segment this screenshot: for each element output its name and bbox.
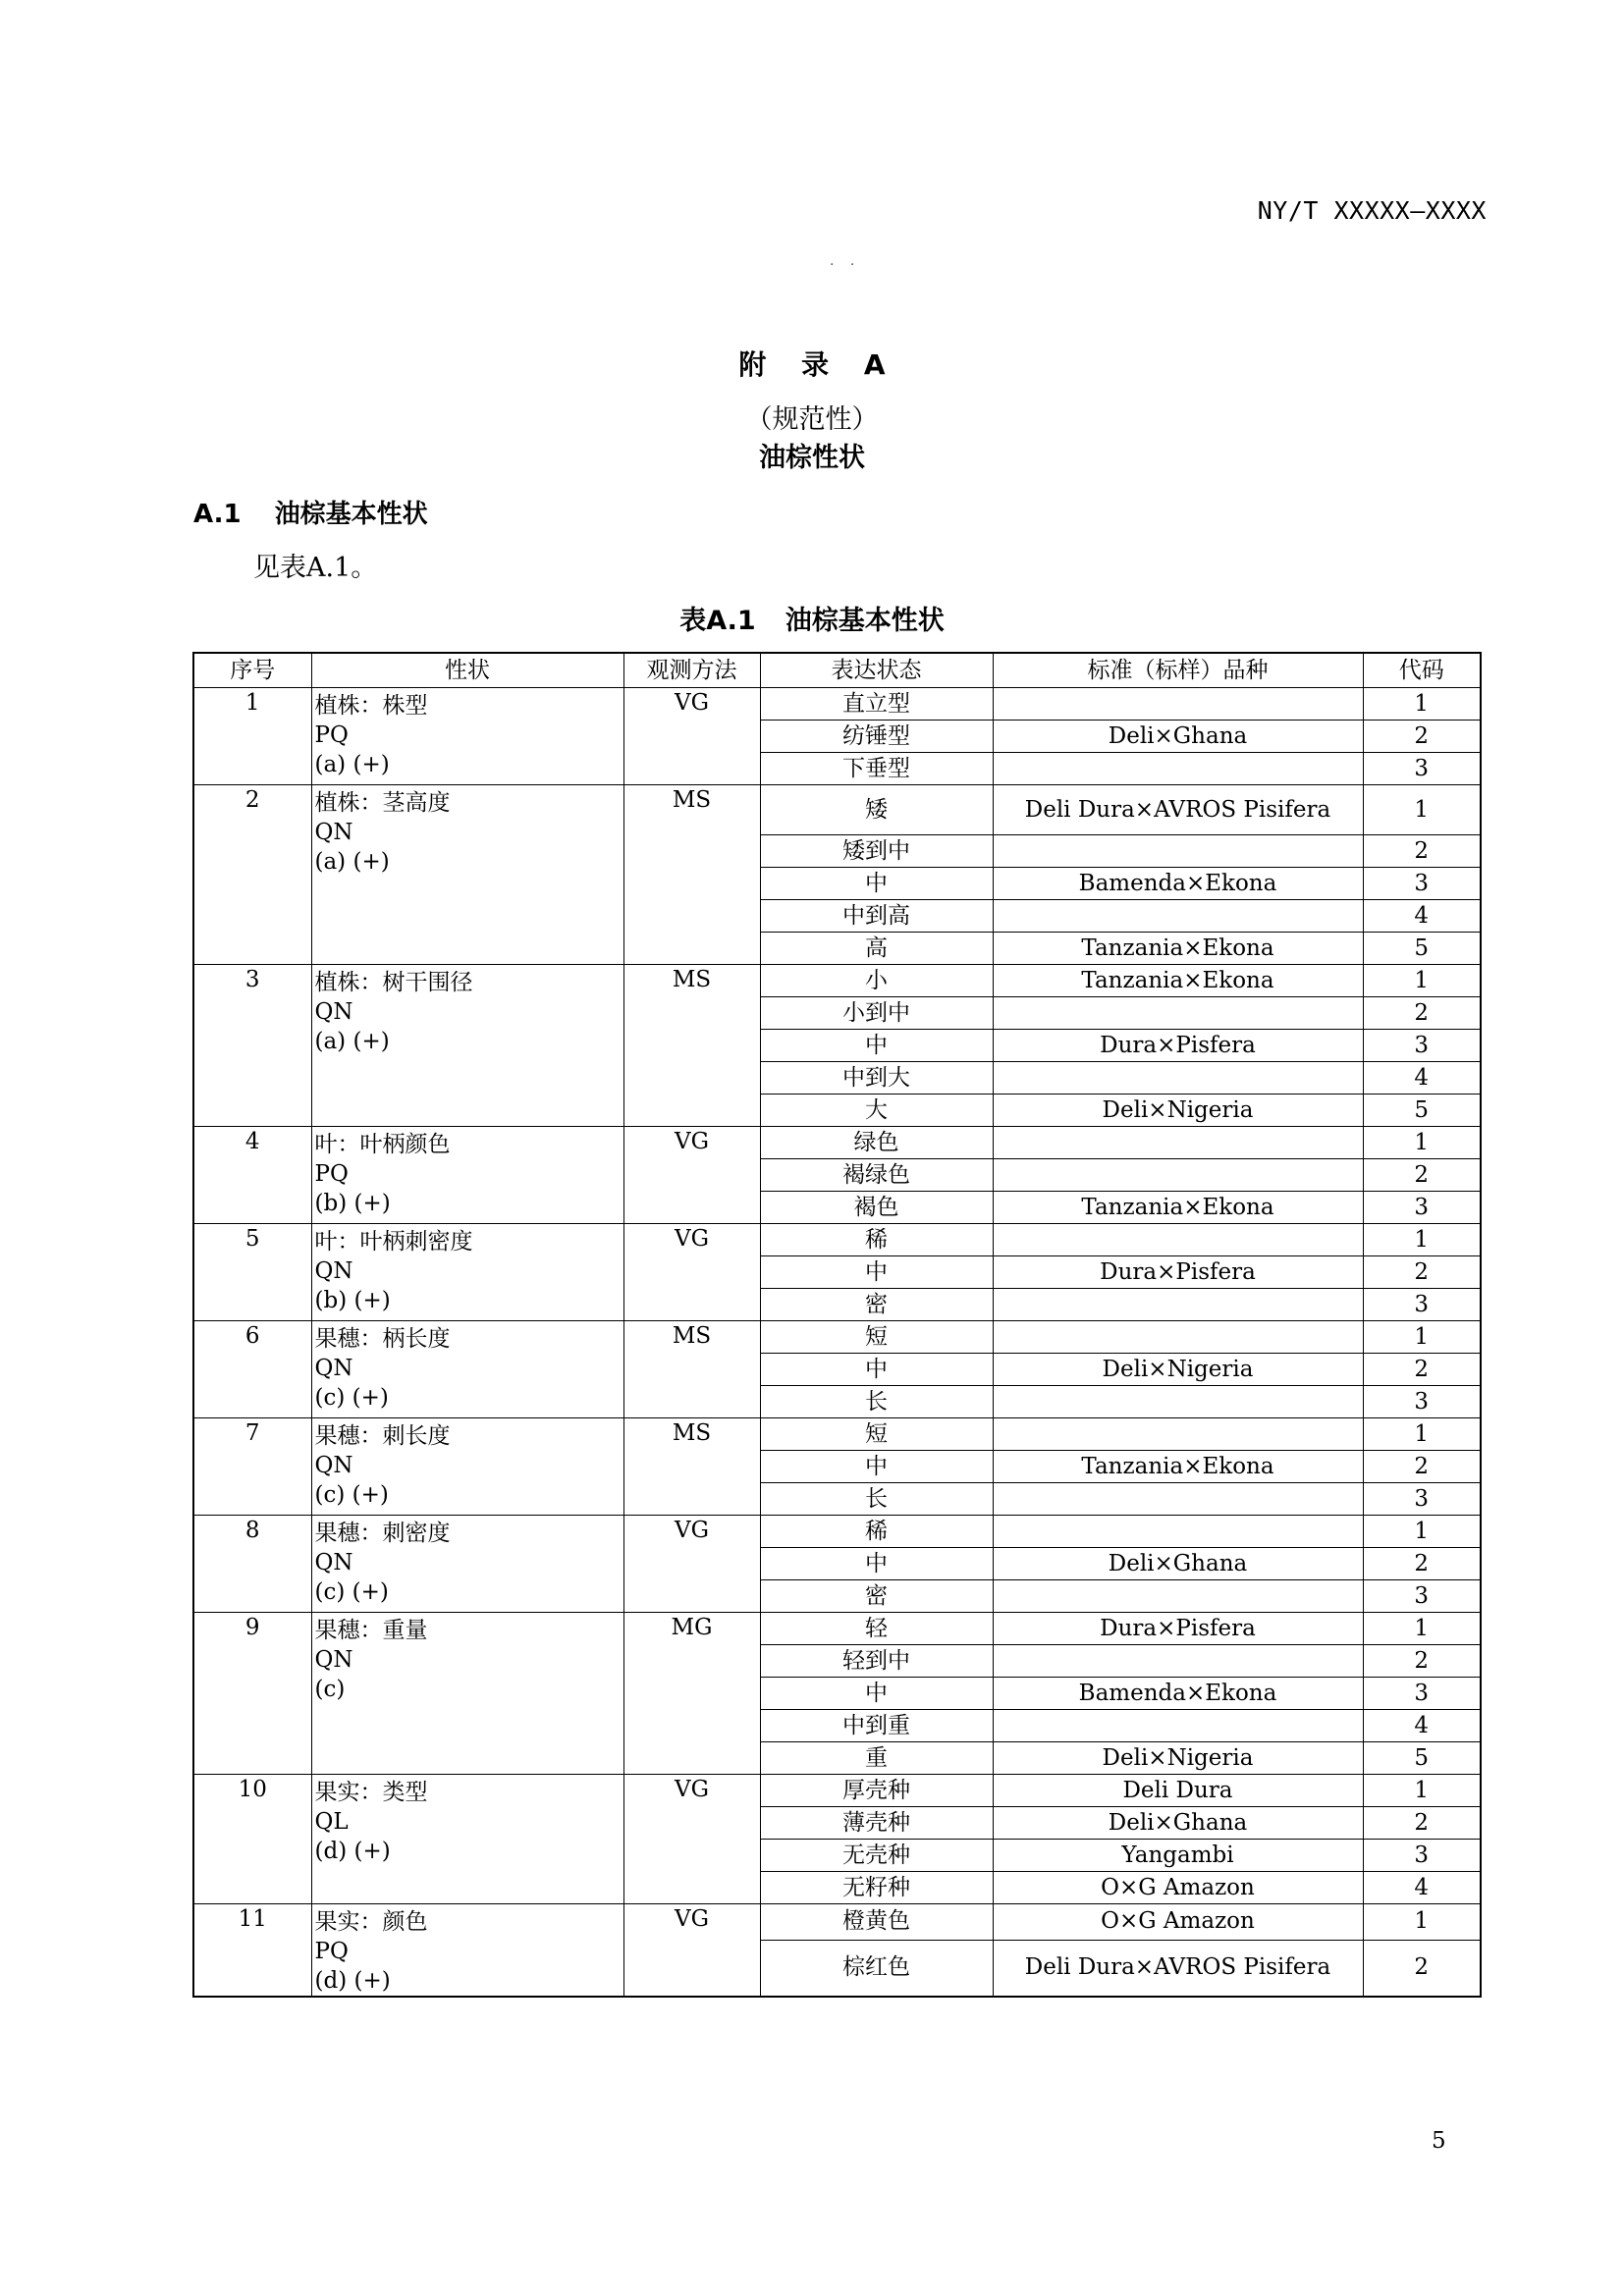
cell-code: 1 — [1363, 1418, 1481, 1451]
cell-state: 厚壳种 — [760, 1775, 993, 1807]
cell-state: 中 — [760, 1030, 993, 1062]
trait-notes: (c) (+) — [314, 1385, 389, 1411]
table-body — [193, 688, 1481, 1998]
cell-code: 2 — [1363, 997, 1481, 1030]
cell-state: 中 — [760, 868, 993, 900]
cell-code: 1 — [1363, 1613, 1481, 1645]
cell-variety: Yangambi — [993, 1840, 1363, 1872]
trait-type: QN — [314, 1258, 353, 1284]
cell-variety: Deli×Ghana — [993, 721, 1363, 753]
cell-state: 小到中 — [760, 997, 993, 1030]
cell-trait-number: 3 — [193, 965, 311, 1127]
trait-notes: (a) (+) — [314, 849, 390, 875]
section-intro: 见表A.1。 — [253, 553, 378, 583]
cell-code: 3 — [1363, 868, 1481, 900]
trait-trait: 叶：叶柄刺密度 — [314, 1229, 473, 1255]
cell-variety: Deli Dura×AVROS Pisifera — [993, 1940, 1363, 1997]
trait-trait: 果实：类型 — [314, 1780, 428, 1805]
cell-code: 1 — [1363, 1904, 1481, 1941]
cell-code: 3 — [1363, 1840, 1481, 1872]
cell-variety — [993, 1289, 1363, 1321]
cell-variety: Tanzania×Ekona — [993, 1192, 1363, 1224]
cell-trait-number: 11 — [193, 1904, 311, 1998]
cell-state: 棕红色 — [760, 1940, 993, 1997]
cell-code: 3 — [1363, 1030, 1481, 1062]
cell-state: 直立型 — [760, 688, 993, 721]
cell-code: 3 — [1363, 1580, 1481, 1613]
trait-type: QN — [314, 1550, 353, 1575]
cell-code: 1 — [1363, 1127, 1481, 1159]
header-cell-variety: 标准（标样）品种 — [993, 653, 1363, 688]
cell-variety — [993, 688, 1363, 721]
document-code: NY/T XXXXX—XXXX — [1257, 196, 1487, 225]
cell-state: 密 — [760, 1580, 993, 1613]
cell-state: 重 — [760, 1742, 993, 1775]
trait-notes: (b) (+) — [314, 1191, 391, 1216]
cell-trait — [311, 1613, 623, 1775]
cell-variety: O×G Amazon — [993, 1872, 1363, 1904]
cell-state: 橙黄色 — [760, 1904, 993, 1941]
cell-variety — [993, 1127, 1363, 1159]
cell-variety: O×G Amazon — [993, 1904, 1363, 1941]
cell-method: MS — [623, 1321, 760, 1418]
cell-method: VG — [623, 1224, 760, 1321]
cell-code: 2 — [1363, 1159, 1481, 1192]
trait-trait: 植株：树干围径 — [314, 970, 473, 995]
cell-state: 中 — [760, 1256, 993, 1289]
trait-trait: 植株：株型 — [314, 693, 428, 719]
cell-state: 短 — [760, 1418, 993, 1451]
cell-code: 1 — [1363, 1775, 1481, 1807]
trait-type: QN — [314, 1647, 353, 1673]
cell-method: VG — [623, 688, 760, 785]
cell-trait-number: 6 — [193, 1321, 311, 1418]
cell-state: 矮到中 — [760, 835, 993, 868]
cell-variety — [993, 1062, 1363, 1095]
cell-variety: Tanzania×Ekona — [993, 1451, 1363, 1483]
cell-code: 4 — [1363, 1710, 1481, 1742]
cell-method: MS — [623, 785, 760, 965]
cell-state: 大 — [760, 1095, 993, 1127]
cell-code: 5 — [1363, 1742, 1481, 1775]
cell-code: 2 — [1363, 721, 1481, 753]
cell-trait — [311, 1224, 623, 1321]
cell-state: 短 — [760, 1321, 993, 1354]
cell-variety: Dura×Pisfera — [993, 1256, 1363, 1289]
trait-type: QN — [314, 999, 353, 1025]
cell-code: 2 — [1363, 1354, 1481, 1386]
section-number: A.1 — [193, 500, 242, 529]
header-cell-method: 观测方法 — [623, 653, 760, 688]
cell-variety: Dura×Pisfera — [993, 1613, 1363, 1645]
trait-trait: 果穗：刺长度 — [314, 1423, 451, 1449]
trait-notes: (d) (+) — [314, 1839, 391, 1864]
cell-trait — [311, 785, 623, 965]
table-row — [193, 965, 1481, 997]
cell-state: 褐色 — [760, 1192, 993, 1224]
cell-code: 2 — [1363, 1645, 1481, 1678]
cell-trait-number: 5 — [193, 1224, 311, 1321]
cell-code: 2 — [1363, 1548, 1481, 1580]
cell-variety — [993, 900, 1363, 933]
cell-trait — [311, 1516, 623, 1613]
trait-notes: (a) (+) — [314, 752, 390, 777]
cell-trait — [311, 1904, 623, 1998]
cell-variety — [993, 1321, 1363, 1354]
cell-method: VG — [623, 1516, 760, 1613]
table-row — [193, 1904, 1481, 1941]
cell-variety — [993, 1483, 1363, 1516]
table-row — [193, 1224, 1481, 1256]
page-number: 5 — [1432, 2128, 1446, 2154]
trait-notes: (c) (+) — [314, 1482, 389, 1508]
cell-trait-number: 1 — [193, 688, 311, 785]
header-cell-no: 序号 — [193, 653, 311, 688]
cell-code: 4 — [1363, 1062, 1481, 1095]
trait-notes: (c) (+) — [314, 1579, 389, 1605]
cell-state: 纺锤型 — [760, 721, 993, 753]
trait-type: PQ — [314, 1161, 349, 1187]
cell-variety — [993, 1710, 1363, 1742]
cell-state: 轻到中 — [760, 1645, 993, 1678]
cell-code: 1 — [1363, 1321, 1481, 1354]
table-caption — [0, 599, 1624, 637]
header-dots: . . — [830, 253, 861, 269]
cell-code: 3 — [1363, 753, 1481, 785]
trait-type: PQ — [314, 1939, 349, 1964]
traits-table — [192, 652, 1482, 1998]
trait-type: QN — [314, 820, 353, 845]
table-row — [193, 785, 1481, 835]
cell-trait-number: 9 — [193, 1613, 311, 1775]
cell-code: 3 — [1363, 1483, 1481, 1516]
trait-type: QL — [314, 1809, 349, 1835]
cell-code: 5 — [1363, 933, 1481, 965]
trait-notes: (c) — [314, 1677, 346, 1702]
trait-trait: 植株：茎高度 — [314, 790, 451, 816]
cell-code: 2 — [1363, 1807, 1481, 1840]
cell-variety: Bamenda×Ekona — [993, 868, 1363, 900]
cell-code: 5 — [1363, 1095, 1481, 1127]
cell-variety: Deli×Nigeria — [993, 1095, 1363, 1127]
cell-state: 中 — [760, 1451, 993, 1483]
cell-variety — [993, 835, 1363, 868]
cell-state: 稀 — [760, 1516, 993, 1548]
cell-code: 4 — [1363, 900, 1481, 933]
appendix-subject: 油棕性状 — [759, 443, 865, 473]
cell-trait — [311, 1775, 623, 1904]
cell-variety — [993, 1386, 1363, 1418]
table-row — [193, 1127, 1481, 1159]
cell-state: 中到高 — [760, 900, 993, 933]
header-cell-code: 代码 — [1363, 653, 1481, 688]
cell-trait-number: 4 — [193, 1127, 311, 1224]
table-row — [193, 688, 1481, 721]
cell-trait — [311, 1321, 623, 1418]
cell-variety: Tanzania×Ekona — [993, 933, 1363, 965]
cell-code: 2 — [1363, 1256, 1481, 1289]
cell-state: 轻 — [760, 1613, 993, 1645]
cell-method: MS — [623, 965, 760, 1127]
trait-trait: 果穗：重量 — [314, 1618, 428, 1643]
table-row — [193, 1418, 1481, 1451]
cell-variety: Deli Dura — [993, 1775, 1363, 1807]
cell-variety — [993, 1516, 1363, 1548]
cell-trait-number: 8 — [193, 1516, 311, 1613]
cell-method: VG — [623, 1775, 760, 1904]
cell-trait — [311, 1127, 623, 1224]
cell-variety: Deli×Ghana — [993, 1548, 1363, 1580]
cell-variety — [993, 1580, 1363, 1613]
trait-notes: (a) (+) — [314, 1029, 390, 1054]
cell-code: 3 — [1363, 1192, 1481, 1224]
cell-code: 3 — [1363, 1386, 1481, 1418]
cell-code: 1 — [1363, 785, 1481, 835]
cell-trait — [311, 1418, 623, 1516]
cell-code: 1 — [1363, 1516, 1481, 1548]
trait-type: QN — [314, 1453, 353, 1478]
cell-state: 中 — [760, 1678, 993, 1710]
cell-state: 无壳种 — [760, 1840, 993, 1872]
trait-trait: 叶：叶柄颜色 — [314, 1132, 451, 1157]
appendix-type: （规范性） — [745, 404, 879, 435]
cell-state: 矮 — [760, 785, 993, 835]
cell-method: MS — [623, 1418, 760, 1516]
cell-variety: Deli×Nigeria — [993, 1354, 1363, 1386]
cell-code: 4 — [1363, 1872, 1481, 1904]
table-row — [193, 1775, 1481, 1807]
cell-state: 高 — [760, 933, 993, 965]
cell-state: 长 — [760, 1386, 993, 1418]
header-cell-trait: 性状 — [311, 653, 623, 688]
cell-method: VG — [623, 1127, 760, 1224]
cell-variety: Deli Dura×AVROS Pisifera — [993, 785, 1363, 835]
cell-variety: Bamenda×Ekona — [993, 1678, 1363, 1710]
cell-code: 3 — [1363, 1289, 1481, 1321]
cell-state: 绿色 — [760, 1127, 993, 1159]
cell-trait-number: 10 — [193, 1775, 311, 1904]
section-title: 油棕基本性状 — [274, 500, 428, 529]
trait-notes: (d) (+) — [314, 1968, 391, 1994]
cell-variety — [993, 1645, 1363, 1678]
cell-code: 2 — [1363, 1940, 1481, 1997]
cell-variety — [993, 1224, 1363, 1256]
trait-notes: (b) (+) — [314, 1288, 391, 1313]
table-caption-title: 油棕基本性状 — [785, 606, 945, 636]
table-row — [193, 1613, 1481, 1645]
trait-trait: 果实：颜色 — [314, 1909, 428, 1935]
cell-trait-number: 7 — [193, 1418, 311, 1516]
cell-state: 中到大 — [760, 1062, 993, 1095]
trait-type: QN — [314, 1356, 353, 1381]
table-row — [193, 1321, 1481, 1354]
cell-variety: Deli×Ghana — [993, 1807, 1363, 1840]
appendix-title: 附 录 A — [738, 348, 886, 381]
cell-code: 3 — [1363, 1678, 1481, 1710]
cell-variety: Tanzania×Ekona — [993, 965, 1363, 997]
cell-code: 2 — [1363, 835, 1481, 868]
table-row — [193, 1516, 1481, 1548]
cell-state: 长 — [760, 1483, 993, 1516]
cell-state: 小 — [760, 965, 993, 997]
cell-variety — [993, 753, 1363, 785]
trait-trait: 果穗：柄长度 — [314, 1326, 451, 1352]
header-cell-state: 表达状态 — [760, 653, 993, 688]
table-header-row — [193, 653, 1481, 688]
cell-state: 无籽种 — [760, 1872, 993, 1904]
cell-method: VG — [623, 1904, 760, 1998]
cell-trait — [311, 965, 623, 1127]
cell-state: 稀 — [760, 1224, 993, 1256]
cell-state: 中 — [760, 1354, 993, 1386]
cell-variety: Deli×Nigeria — [993, 1742, 1363, 1775]
cell-code: 1 — [1363, 688, 1481, 721]
cell-method: MG — [623, 1613, 760, 1775]
cell-state: 中 — [760, 1548, 993, 1580]
cell-code: 1 — [1363, 965, 1481, 997]
cell-trait — [311, 688, 623, 785]
table-caption-number: 表A.1 — [679, 606, 756, 636]
cell-code: 2 — [1363, 1451, 1481, 1483]
cell-variety — [993, 1159, 1363, 1192]
cell-trait-number: 2 — [193, 785, 311, 965]
cell-state: 中到重 — [760, 1710, 993, 1742]
trait-trait: 果穗：刺密度 — [314, 1521, 451, 1546]
cell-variety: Dura×Pisfera — [993, 1030, 1363, 1062]
cell-code: 1 — [1363, 1224, 1481, 1256]
cell-variety — [993, 1418, 1363, 1451]
section-heading — [193, 494, 428, 530]
cell-state: 褐绿色 — [760, 1159, 993, 1192]
cell-variety — [993, 997, 1363, 1030]
cell-state: 下垂型 — [760, 753, 993, 785]
trait-type: PQ — [314, 722, 349, 748]
cell-state: 薄壳种 — [760, 1807, 993, 1840]
cell-state: 密 — [760, 1289, 993, 1321]
